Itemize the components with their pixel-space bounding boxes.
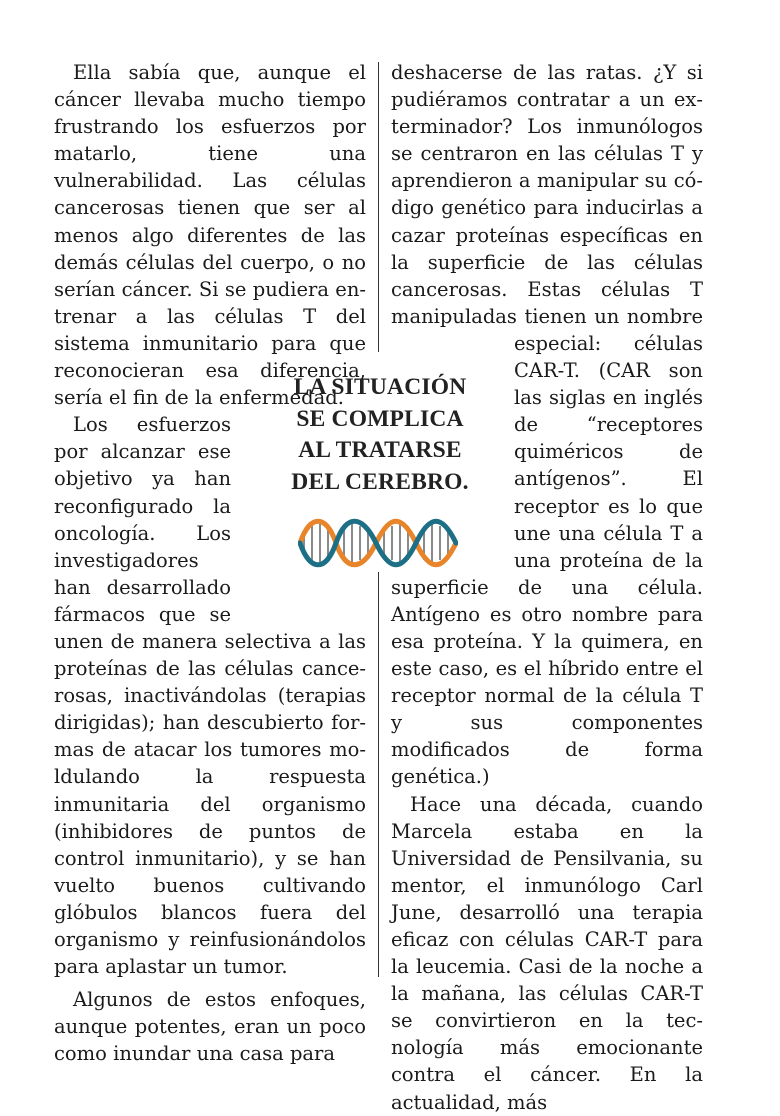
pull-quote: [270, 372, 490, 498]
paragraph: Ella sabía que, aunque el cáncer llevaba mucho tiempo frustrando los esfuerzos por matarlo, tiene una vulnerabilidad. Las células cancerosas tienen que ser al menos algo diferentes de las demás células del cuerpo, o no serían cáncer. Si se pudiera entrenar a las células T del sistema inmunitario para que reconocieran esa diferencia, sería el fin de la enfermedad.: [54, 61, 366, 410]
pull-quote-line: DEL CEREBRO.: [291, 468, 469, 495]
paragraph: Algunos de estos enfoques, aunque potentes, eran un poco como inundar una casa para: [54, 988, 366, 1066]
column-divider: [378, 572, 379, 977]
column-divider: [378, 62, 379, 352]
pull-quote-line: LA SITUACIÓN: [293, 374, 467, 400]
pull-quote-line: AL TRATARSE: [298, 437, 462, 463]
paragraph: deshacerse de las ratas. ¿Y si pudiéramos contratar a un exterminador? Los inmunólogos se centraron en las células T y aprendieron a manipular su código genético para inducirlas a cazar proteínas específicas en la superficie de las células cancerosas. Estas células T manipuladas tienen un nombre especial: células CAR-T. (CAR son las siglas en inglés de “receptores quiméricos de antígenos”. El receptor es lo que une una célula T a una proteína de la superficie de una célula. Antígeno es otro nombre para esa proteína. Y la quimera, en este caso, es el híbrido entre el receptor normal de la célula T y sus componentes modificados de forma genética.): [391, 61, 703, 789]
paragraph: Hace una década, cuando Marcela estaba en la Universidad de Pensilvania, su mentor, el inmunólogo Carl June, desarrolló una terapia eficaz con células CAR-T para la leucemia. Casi de la noche a la mañana, las células CAR-T se convirtieron en la tecnología más emocionante contra el cáncer. En la actualidad, más: [391, 792, 703, 1114]
pull-quote-line: SE COMPLICA: [296, 405, 464, 432]
paragraph: Los esfuerzos por alcanzar ese objetivo ya han reconfigurado la oncología. Los investigadores han desarrollado fármacos que se unen de manera selectiva a las proteínas de las células cancerosas, inactivándolas (terapias dirigidas); han descubierto formas de atacar los tumores moldulando la respuesta inmunitaria del organismo (inhibidores de puntos de control inmunitario), y se han vuelto buenos cultivando glóbulos blancos fuera del organismo y reinfusionándolos para aplastar un tumor.: [54, 413, 366, 979]
right-column: [391, 59, 703, 1116]
dna-helix-icon: [298, 518, 458, 568]
